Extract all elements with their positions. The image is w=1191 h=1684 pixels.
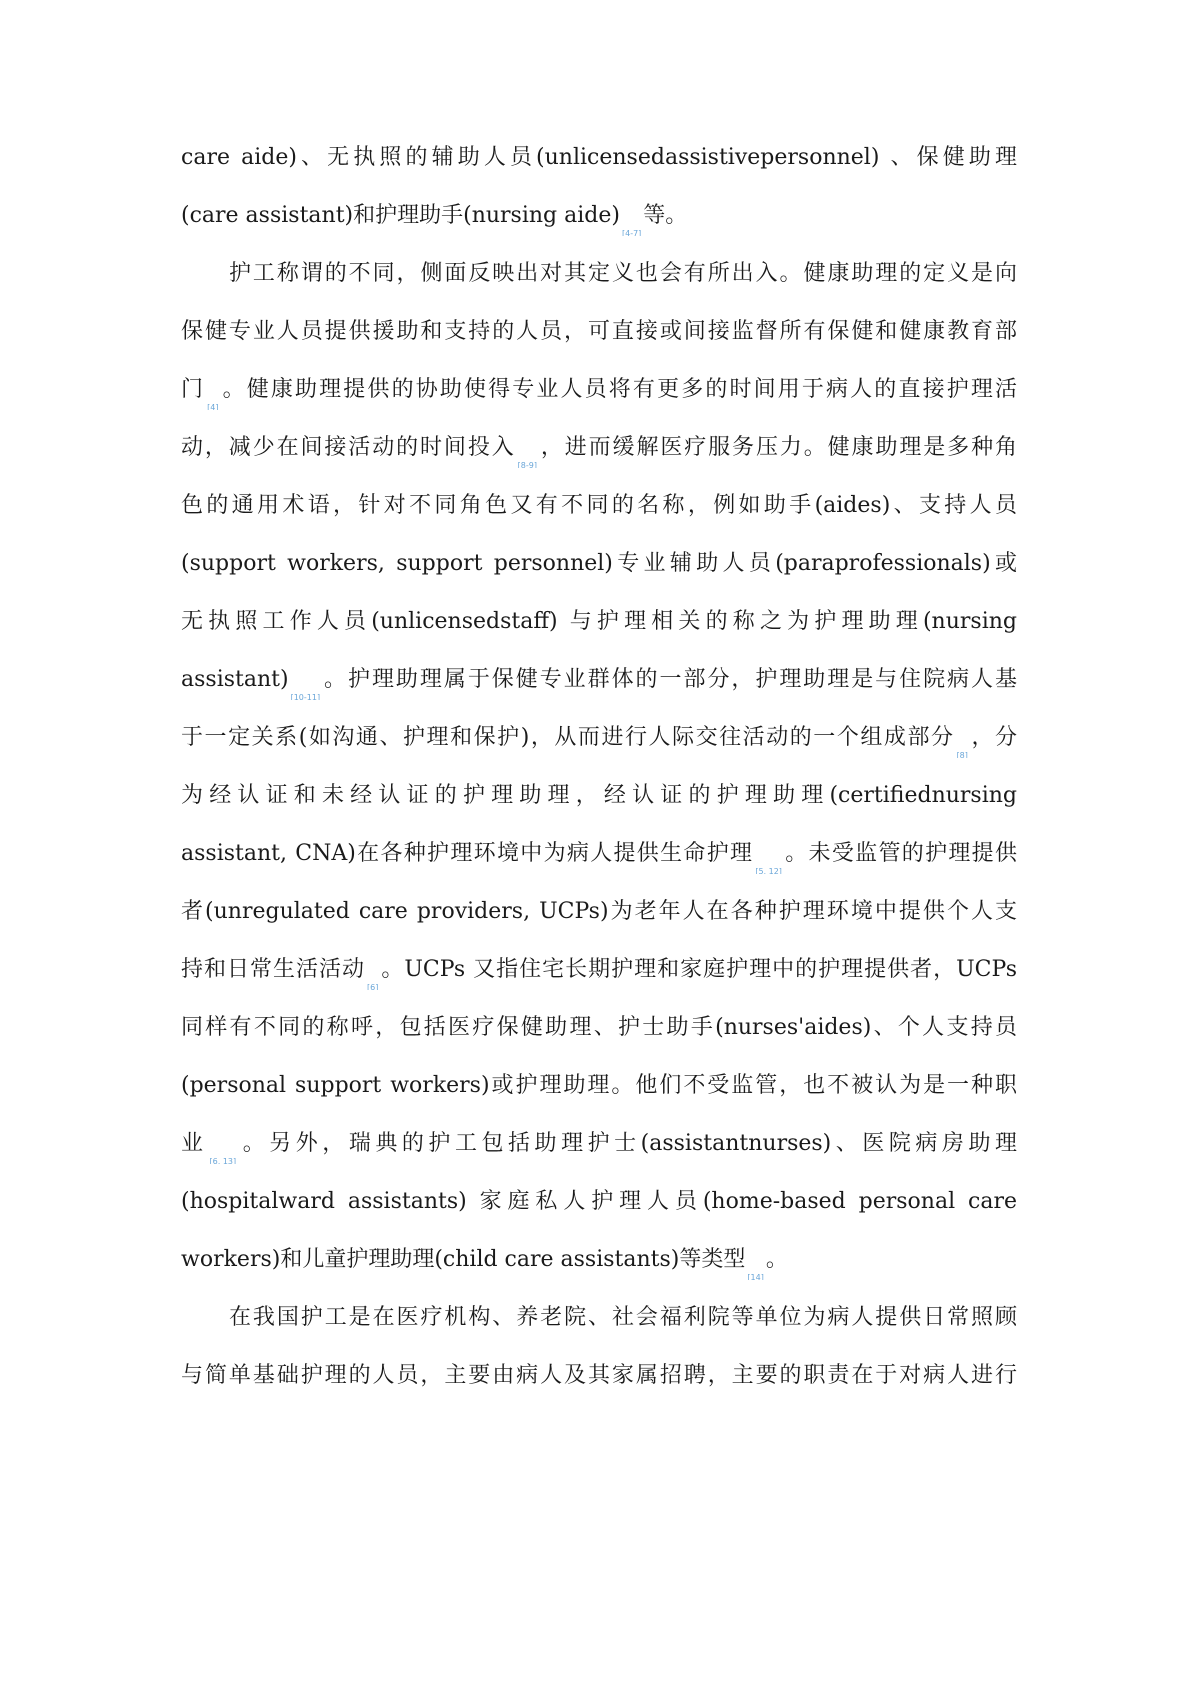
line-text: care aide)、无执照的辅助人员(unlicensedassistivepersonnel) 、保健助理 xyxy=(181,145,1017,170)
text-line xyxy=(181,544,1017,584)
line-text: (hospitalward assistants) 家庭私人护理人员(home-based personal care xyxy=(181,1189,1017,1214)
text-line xyxy=(181,312,1017,352)
citation-marker: [8] xyxy=(956,751,968,758)
text-line xyxy=(181,950,1017,990)
text-line xyxy=(181,776,1017,816)
line-text: assistant, CNA)在各种护理环境中为病人提供生命护理 xyxy=(181,841,754,866)
line-text: 持和日常生活活动 xyxy=(181,957,365,982)
line-text: assistant) xyxy=(181,667,289,692)
citation-marker: [6, 13] xyxy=(209,1157,237,1164)
line-text-after: ，进而缓解医疗服务压力。健康助理是多种角 xyxy=(538,435,1017,460)
line-text: 于一定关系(如沟通、护理和保护)，从而进行人际交往活动的一个组成部分 xyxy=(181,725,955,750)
text-line xyxy=(181,196,1017,236)
line-text-after: 。健康助理提供的协助使得专业人员将有更多的时间用于病人的直接护理活 xyxy=(220,377,1017,402)
line-text-after: 。UCPs 又指住宅长期护理和家庭护理中的护理提供者，UCPs xyxy=(380,957,1017,982)
text-line xyxy=(181,1240,1017,1280)
line-text: 保健专业人员提供援助和支持的人员，可直接或间接监督所有保健和健康教育部 xyxy=(181,319,1017,344)
line-text: 者(unregulated care providers, UCPs)为老年人在各种护理环境中提供个人支 xyxy=(181,899,1017,924)
text-line xyxy=(181,1066,1017,1106)
text-line xyxy=(181,370,1017,410)
text-line xyxy=(181,138,1017,178)
line-text: (care assistant)和护理助手(nursing aide) xyxy=(181,203,620,228)
text-line xyxy=(181,1182,1017,1222)
line-text-after: 。另外，瑞典的护工包括助理护士(assistantnurses)、医院病房助理 xyxy=(238,1131,1017,1156)
line-text-after: 。未受监管的护理提供 xyxy=(783,841,1017,866)
line-text: workers)和儿童护理助理(child care assistants)等类型 xyxy=(181,1247,746,1272)
text-line xyxy=(181,1124,1017,1164)
text-line xyxy=(181,892,1017,932)
paragraph-first-line xyxy=(229,1298,1017,1338)
line-text: 无执照工作人员(unlicensedstaff) 与护理相关的称之为护理助理(nursing xyxy=(181,609,1017,634)
line-text: (support workers, support personnel)专业辅助人员(paraprofessionals)或 xyxy=(181,551,1017,576)
citation-marker: [4] xyxy=(207,403,219,410)
line-text-after: 。 xyxy=(765,1247,788,1272)
line-text: 同样有不同的称呼，包括医疗保健助理、护士助手(nurses'aides)、个人支持员 xyxy=(181,1015,1017,1040)
text-line xyxy=(181,1356,1017,1396)
citation-marker: [14] xyxy=(747,1273,764,1280)
text-line xyxy=(181,718,1017,758)
text-line xyxy=(181,660,1017,700)
line-text: 色的通用术语，针对不同角色又有不同的名称，例如助手(aides)、支持人员 xyxy=(181,493,1017,518)
line-text-after: 等。 xyxy=(643,203,688,228)
line-text: 护工称谓的不同，侧面反映出对其定义也会有所出入。健康助理的定义是向 xyxy=(229,261,1017,286)
line-text-after: 。护理助理属于保健专业群体的一部分，护理助理是与住院病人基 xyxy=(322,667,1017,692)
line-text: (personal support workers)或护理助理。他们不受监管，也不被认为是一种职 xyxy=(181,1073,1017,1098)
citation-marker: [6] xyxy=(366,983,379,990)
line-text: 为经认证和未经认证的护理助理，经认证的护理助理(certifiednursing xyxy=(181,783,1017,808)
paragraph-first-line xyxy=(229,254,1017,294)
text-line xyxy=(181,1008,1017,1048)
line-text: 在我国护工是在医疗机构、养老院、社会福利院等单位为病人提供日常照顾 xyxy=(229,1305,1017,1330)
citation-marker: [5, 12] xyxy=(755,867,782,874)
text-line xyxy=(181,428,1017,468)
citation-marker: [10-11] xyxy=(290,693,321,700)
text-line xyxy=(181,834,1017,874)
text-line xyxy=(181,486,1017,526)
line-text: 动，减少在间接活动的时间投入 xyxy=(181,435,516,460)
line-text: 门 xyxy=(181,377,206,402)
citation-marker: [4-7] xyxy=(621,229,642,236)
citation-marker: [8-9] xyxy=(517,461,537,468)
line-text: 与简单基础护理的人员，主要由病人及其家属招聘，主要的职责在于对病人进行 xyxy=(181,1363,1017,1388)
text-line xyxy=(181,602,1017,642)
line-text: 业 xyxy=(181,1131,208,1156)
line-text-after: ，分 xyxy=(969,725,1017,750)
